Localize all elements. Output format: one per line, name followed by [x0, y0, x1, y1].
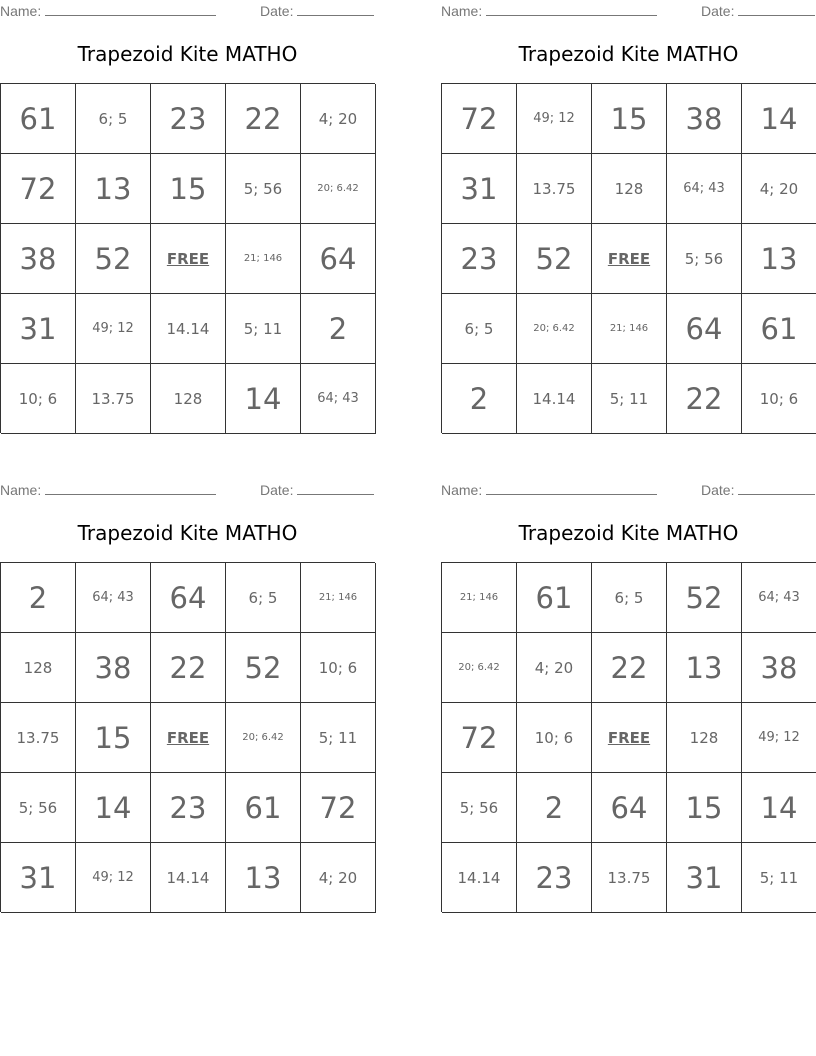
- cell-value: 5; 56: [684, 249, 724, 268]
- cell-value: 2: [469, 381, 489, 416]
- cell-value: 61: [760, 311, 798, 346]
- card-title: Trapezoid Kite MATHO: [518, 42, 739, 66]
- card-title: Trapezoid Kite MATHO: [77, 521, 298, 545]
- date-field: [260, 481, 374, 498]
- cell-value: 4; 20: [318, 109, 358, 128]
- cell-value: 23: [169, 101, 207, 136]
- cell-value: 72: [319, 790, 357, 825]
- matho-grid: [0, 562, 375, 912]
- cell-value: 2: [328, 311, 348, 346]
- cell-value: 21; 146: [459, 592, 499, 603]
- cell-value: 6; 5: [98, 109, 128, 128]
- grid-cell: [667, 224, 742, 294]
- cell-value: 13.75: [16, 728, 60, 747]
- cell-value: FREE: [166, 728, 210, 747]
- grid-cell: [76, 154, 151, 224]
- cell-value: 4; 20: [534, 658, 574, 677]
- grid-cell: [442, 563, 517, 633]
- cell-value: 20; 6.42: [242, 732, 284, 743]
- grid-cell: [226, 154, 301, 224]
- cell-value: 10; 6: [534, 728, 574, 747]
- grid-cell: [742, 773, 816, 843]
- cell-value: 72: [460, 720, 498, 755]
- grid-cell: [151, 843, 226, 913]
- cell-value: 38: [94, 650, 132, 685]
- matho-grid: [441, 83, 816, 433]
- grid-cell: [667, 773, 742, 843]
- name-blank-line: [45, 2, 216, 16]
- grid-cell: [301, 294, 376, 364]
- name-label: Name:: [0, 3, 42, 19]
- grid-cell: [517, 633, 592, 703]
- cell-value: 64: [685, 311, 723, 346]
- grid-cell: [742, 703, 816, 773]
- grid-cell: [667, 703, 742, 773]
- grid-cell: [151, 773, 226, 843]
- grid-cell: [517, 154, 592, 224]
- cell-value: 13: [94, 171, 132, 206]
- matho-grid: [441, 562, 816, 912]
- grid-cell: [742, 84, 816, 154]
- cell-value: 38: [760, 650, 798, 685]
- cell-value: 72: [460, 101, 498, 136]
- name-field: [0, 2, 216, 19]
- cell-value: 64; 43: [758, 590, 800, 605]
- cell-value: 20; 6.42: [533, 323, 575, 334]
- grid-cell: [742, 154, 816, 224]
- grid-cell: [151, 154, 226, 224]
- cell-value: 72: [19, 171, 57, 206]
- cell-value: 38: [19, 241, 57, 276]
- cell-value: 52: [535, 241, 573, 276]
- cell-value: 49; 12: [533, 111, 575, 126]
- grid-cell: [742, 843, 816, 913]
- grid-cell: [226, 633, 301, 703]
- card-header: [441, 2, 816, 20]
- name-blank-line: [45, 481, 216, 495]
- cell-value: 128: [23, 658, 53, 677]
- grid-cell: [301, 633, 376, 703]
- cell-value: 15: [94, 720, 132, 755]
- date-label: Date:: [701, 482, 735, 498]
- grid-cell: [151, 84, 226, 154]
- cell-value: 49; 12: [92, 321, 134, 336]
- grid-cell: [151, 563, 226, 633]
- cell-value: 31: [19, 311, 57, 346]
- grid-cell: [151, 294, 226, 364]
- cell-value: 14: [94, 790, 132, 825]
- card-title: Trapezoid Kite MATHO: [518, 521, 739, 545]
- grid-cell: [592, 563, 667, 633]
- cell-value: 14.14: [166, 868, 210, 887]
- name-field: [441, 2, 657, 19]
- grid-cell: [517, 843, 592, 913]
- grid-cell: [592, 294, 667, 364]
- cell-value: 13.75: [607, 868, 651, 887]
- cell-value: 21; 146: [318, 592, 358, 603]
- grid-cell: [226, 843, 301, 913]
- cell-value: 49; 12: [92, 870, 134, 885]
- grid-cell: [442, 703, 517, 773]
- grid-cell: [442, 633, 517, 703]
- grid-cell: [442, 294, 517, 364]
- grid-cell: [667, 633, 742, 703]
- grid-cell: [301, 563, 376, 633]
- grid-cell: [442, 843, 517, 913]
- cell-value: 20; 6.42: [317, 183, 359, 194]
- grid-cell: [76, 294, 151, 364]
- grid-cell: [1, 294, 76, 364]
- grid-cell: [517, 294, 592, 364]
- cell-value: 15: [685, 790, 723, 825]
- grid-cell: [442, 773, 517, 843]
- free-space-cell: [151, 224, 226, 294]
- cell-value: 21; 146: [609, 323, 649, 334]
- grid-cell: [1, 84, 76, 154]
- cell-value: 128: [614, 179, 644, 198]
- cell-value: 64; 43: [317, 391, 359, 406]
- grid-cell: [592, 84, 667, 154]
- matho-grid: [0, 83, 375, 433]
- cell-value: 20; 6.42: [458, 662, 500, 673]
- cell-value: 14.14: [532, 389, 576, 408]
- grid-cell: [76, 703, 151, 773]
- cell-value: 10; 6: [318, 658, 358, 677]
- cell-value: 5; 56: [243, 179, 283, 198]
- cell-value: 5; 11: [609, 389, 649, 408]
- grid-cell: [301, 224, 376, 294]
- grid-cell: [442, 154, 517, 224]
- grid-cell: [76, 563, 151, 633]
- grid-cell: [226, 364, 301, 434]
- free-space-cell: [592, 224, 667, 294]
- grid-cell: [1, 633, 76, 703]
- grid-cell: [517, 224, 592, 294]
- name-blank-line: [486, 481, 657, 495]
- grid-cell: [592, 364, 667, 434]
- cell-value: 128: [173, 389, 203, 408]
- grid-cell: [592, 154, 667, 224]
- grid-cell: [1, 224, 76, 294]
- name-label: Name:: [0, 482, 42, 498]
- card-header: [0, 2, 375, 20]
- grid-cell: [301, 84, 376, 154]
- grid-cell: [667, 563, 742, 633]
- cell-value: 61: [535, 580, 573, 615]
- date-blank-line: [738, 2, 815, 16]
- grid-cell: [226, 294, 301, 364]
- cell-value: 14.14: [457, 868, 501, 887]
- card-title: Trapezoid Kite MATHO: [77, 42, 298, 66]
- cell-value: 64: [169, 580, 207, 615]
- grid-cell: [742, 224, 816, 294]
- cell-value: 22: [169, 650, 207, 685]
- cell-value: 5; 56: [18, 798, 58, 817]
- grid-cell: [1, 843, 76, 913]
- cell-value: 6; 5: [614, 588, 644, 607]
- cell-value: 13: [685, 650, 723, 685]
- cell-value: 13.75: [532, 179, 576, 198]
- grid-cell: [76, 843, 151, 913]
- cell-value: 5; 56: [459, 798, 499, 817]
- cell-value: 49; 12: [758, 730, 800, 745]
- grid-cell: [517, 773, 592, 843]
- cell-value: 6; 5: [464, 319, 494, 338]
- cell-value: FREE: [607, 249, 651, 268]
- cell-value: 2: [544, 790, 564, 825]
- grid-cell: [592, 633, 667, 703]
- cell-value: 21; 146: [243, 253, 283, 264]
- cell-value: 23: [535, 860, 573, 895]
- cell-value: 128: [689, 728, 719, 747]
- cell-value: 14.14: [166, 319, 210, 338]
- grid-cell: [301, 154, 376, 224]
- grid-cell: [1, 364, 76, 434]
- grid-cell: [667, 154, 742, 224]
- cell-value: FREE: [166, 249, 210, 268]
- grid-cell: [1, 563, 76, 633]
- grid-cell: [742, 294, 816, 364]
- grid-cell: [517, 703, 592, 773]
- cell-value: 31: [685, 860, 723, 895]
- date-blank-line: [738, 481, 815, 495]
- grid-cell: [226, 224, 301, 294]
- cell-value: 64; 43: [683, 181, 725, 196]
- grid-cell: [76, 364, 151, 434]
- date-field: [701, 481, 815, 498]
- cell-value: 64; 43: [92, 590, 134, 605]
- card-header: [0, 481, 375, 499]
- grid-cell: [667, 84, 742, 154]
- cell-value: 52: [94, 241, 132, 276]
- grid-cell: [301, 773, 376, 843]
- cell-value: 61: [19, 101, 57, 136]
- cell-value: 14: [244, 381, 282, 416]
- grid-cell: [742, 633, 816, 703]
- grid-cell: [226, 703, 301, 773]
- cell-value: 61: [244, 790, 282, 825]
- name-blank-line: [486, 2, 657, 16]
- cell-value: 23: [169, 790, 207, 825]
- grid-cell: [442, 84, 517, 154]
- grid-cell: [151, 633, 226, 703]
- grid-cell: [226, 563, 301, 633]
- grid-cell: [517, 563, 592, 633]
- cell-value: 15: [169, 171, 207, 206]
- grid-cell: [76, 773, 151, 843]
- grid-cell: [517, 84, 592, 154]
- grid-cell: [76, 633, 151, 703]
- name-label: Name:: [441, 3, 483, 19]
- grid-cell: [151, 364, 226, 434]
- date-label: Date:: [260, 3, 294, 19]
- cell-value: 13: [244, 860, 282, 895]
- cell-value: 10; 6: [18, 389, 58, 408]
- cell-value: 13: [760, 241, 798, 276]
- cell-value: 31: [19, 860, 57, 895]
- grid-cell: [742, 364, 816, 434]
- grid-cell: [76, 84, 151, 154]
- name-field: [0, 481, 216, 498]
- date-blank-line: [297, 2, 374, 16]
- cell-value: 15: [610, 101, 648, 136]
- grid-cell: [667, 294, 742, 364]
- grid-cell: [742, 563, 816, 633]
- grid-cell: [301, 364, 376, 434]
- cell-value: 5; 11: [759, 868, 799, 887]
- grid-cell: [76, 224, 151, 294]
- cell-value: 52: [685, 580, 723, 615]
- card-header: [441, 481, 816, 499]
- grid-cell: [592, 773, 667, 843]
- grid-cell: [301, 703, 376, 773]
- grid-cell: [226, 773, 301, 843]
- cell-value: 64: [319, 241, 357, 276]
- cell-value: 31: [460, 171, 498, 206]
- grid-cell: [442, 364, 517, 434]
- cell-value: 23: [460, 241, 498, 276]
- cell-value: 14: [760, 101, 798, 136]
- cell-value: 4; 20: [759, 179, 799, 198]
- grid-cell: [667, 364, 742, 434]
- date-blank-line: [297, 481, 374, 495]
- cell-value: 5; 11: [243, 319, 283, 338]
- grid-cell: [442, 224, 517, 294]
- grid-cell: [1, 154, 76, 224]
- cell-value: 22: [244, 101, 282, 136]
- cell-value: 10; 6: [759, 389, 799, 408]
- cell-value: 2: [28, 580, 48, 615]
- cell-value: 22: [610, 650, 648, 685]
- cell-value: 6; 5: [248, 588, 278, 607]
- free-space-cell: [592, 703, 667, 773]
- date-label: Date:: [701, 3, 735, 19]
- grid-cell: [1, 703, 76, 773]
- name-label: Name:: [441, 482, 483, 498]
- free-space-cell: [151, 703, 226, 773]
- name-field: [441, 481, 657, 498]
- cell-value: 13.75: [91, 389, 135, 408]
- grid-cell: [226, 84, 301, 154]
- grid-cell: [667, 843, 742, 913]
- grid-cell: [517, 364, 592, 434]
- date-field: [260, 2, 374, 19]
- cell-value: 4; 20: [318, 868, 358, 887]
- cell-value: 14: [760, 790, 798, 825]
- cell-value: 64: [610, 790, 648, 825]
- grid-cell: [301, 843, 376, 913]
- cell-value: 38: [685, 101, 723, 136]
- cell-value: FREE: [607, 728, 651, 747]
- cell-value: 22: [685, 381, 723, 416]
- date-field: [701, 2, 815, 19]
- cell-value: 5; 11: [318, 728, 358, 747]
- date-label: Date:: [260, 482, 294, 498]
- grid-cell: [592, 843, 667, 913]
- grid-cell: [1, 773, 76, 843]
- cell-value: 52: [244, 650, 282, 685]
